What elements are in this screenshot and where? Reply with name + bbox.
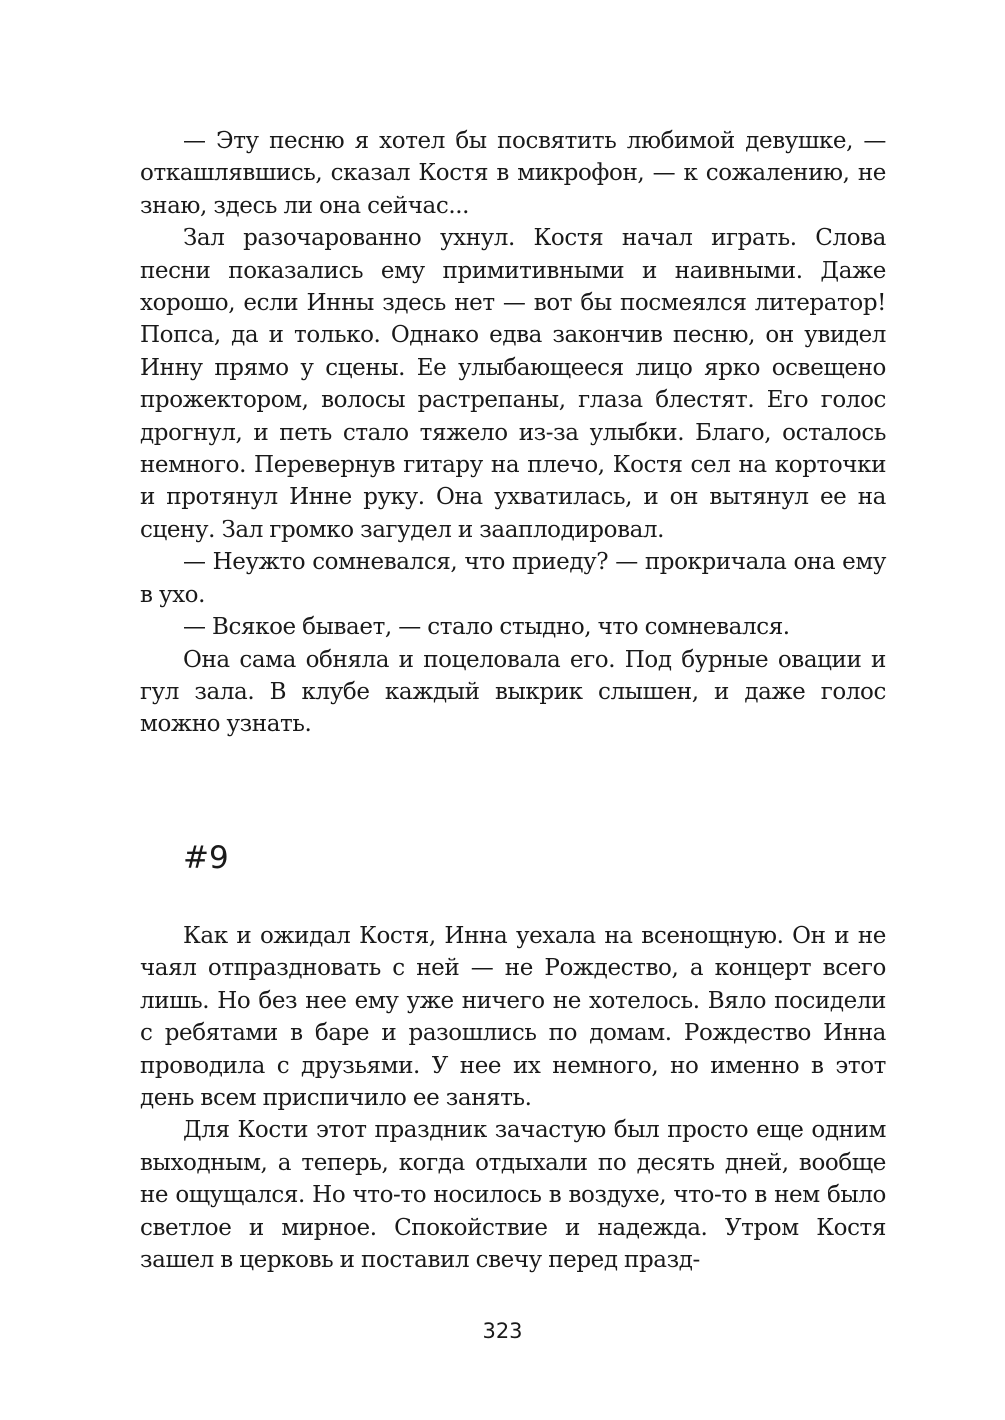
paragraph: Она сама обняла и поцеловала его. Под бурные овации и гул зала. В клубе каждый выкрик слышен, и даже голос можно узнать. — [140, 646, 886, 738]
paragraph: — Неужто сомневался, что приеду? — прокричала она ему в ухо. — [140, 549, 886, 608]
chapter-heading: #9 — [183, 840, 229, 876]
paragraph: — Эту песню я хотел бы посвятить любимой девушке, — откашлявшись, сказал Костя в микрофон, — к сожалению, не знаю, здесь ли она сейчас... — [140, 128, 886, 219]
paragraph: Как и ожидал Костя, Инна уехала на всенощную. Он и не чаял отпраздновать с ней — не Рождество, а концерт всего лишь. Но без нее ему уже ничего не хотелось. Вяло посидели с ребятами в баре и разошлись по домам. Рождество Инна проводила с друзьями. У нее их немного, но именно в этот день всем приспичило ее занять. — [140, 923, 886, 1112]
paragraph: Для Кости этот праздник зачастую был просто еще одним выходным, а теперь, когда отдыхали по десять дней, вообще не ощущался. Но что-то носилось в воздухе, что-то в нем было светлое и мирное. Спокойствие и надежда. Утром Костя зашел в церковь и поставил свечу перед празд- — [140, 1117, 886, 1274]
paragraph: — Всякое бывает, — стало стыдно, что сомневался. — [183, 614, 790, 641]
paragraph: Зал разочарованно ухнул. Костя начал играть. Слова песни показались ему примитивными и наивными. Даже хорошо, если Инны здесь нет — вот бы посмеялся литератор! Попса, да и только. Однако едва закончив песню, он увидел Инну прямо у сцены. Ее улыбающееся лицо ярко освещено прожектором, волосы растрепаны, глаза блестят. Его голос дрогнул, и петь стало тяжело из-за улыбки. Благо, осталось немного. Перевернув гитару на плечо, Костя сел на корточки и протянул Инне руку. Она ухватилась, и он вытянул ее на сцену. Зал громко загудел и зааплодировал. — [140, 225, 886, 543]
previous-section-text — [140, 125, 886, 741]
page-number: 323 — [482, 1319, 523, 1343]
chapter-text — [140, 920, 886, 1276]
